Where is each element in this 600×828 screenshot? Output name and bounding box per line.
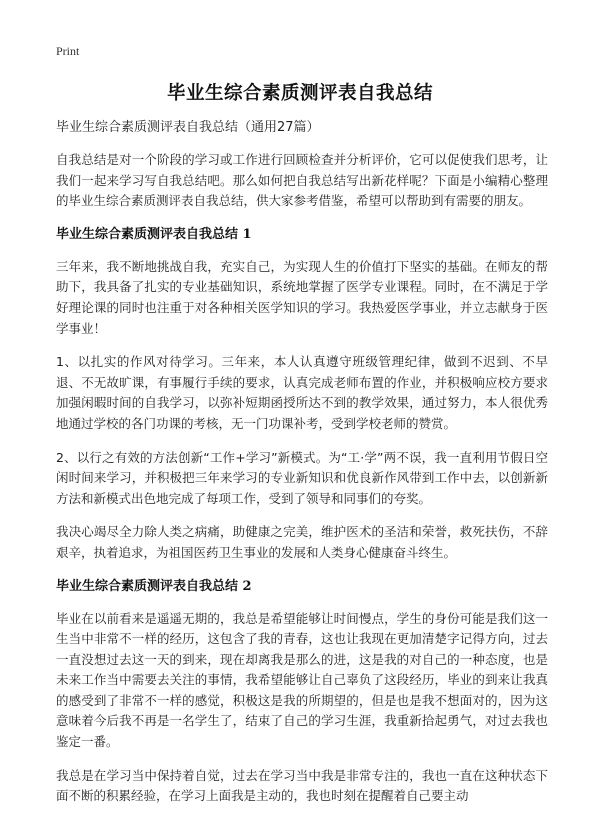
document-body — [56, 118, 548, 820]
section-heading: 毕业生综合素质测评表自我总结 2 — [56, 578, 252, 594]
page-title: 毕业生综合素质测评表自我总结 — [166, 83, 433, 104]
section-paragraph: 1、以扎实的作风对待学习。三年来，本人认真遵守班级管理纪律，做到不迟到、不早退、不无故旷课，有事履行手续的要求，认真完成老师布置的作业，并积极响应校方要求加强闲暇时间的自我学习，以弥补短期函授所达不到的教学效果，通过努力，本人很优秀地通过学校的各门功课的考核，无一门功课补考，受到学校老师的赞赏。 — [56, 354, 548, 431]
document-subtitle: 毕业生综合素质测评表自我总结（通用27篇） — [56, 120, 320, 135]
section-paragraph: 三年来，我不断地挑战自我，充实自己，为实现人生的价值打下坚实的基础。在师友的帮助下，我具备了扎实的专业基础知识，系统地掌握了医学专业课程。同时，在不满足于学好理论课的同时也注重于对各种相关医学知识的学习。我热爱医学事业，并立志献身于医学事业！ — [56, 258, 548, 336]
section-paragraph: 我总是在学习当中保持着自觉，过去在学习当中我是非常专注的，我也一直在这种状态下面不断的积累经验，在学习上面我是主动的，我也时刻在提醒着自己要主动 — [56, 767, 548, 804]
section-paragraph: 毕业在以前看来是遥遥无期的，我总是希望能够让时间慢点，学生的身份可能是我们这一生当中非常不一样的经历，这包含了我的青春，这也让我现在更加清楚字记得方向，过去一直没想过去这一天的到来，现在却离我是那么的进，这是我的对自己的一种态度，也是未来工作当中需要去关注的事情，我希望能够让自己辜负了这段经历，毕业的到来让我真的感受到了非常不一样的感觉，积极这是我的所期望的，但是也是我不想面对的，因为这意味着今后我不再是一名学生了，结束了自己的学习生涯，我重新拾起勇气，对过去我也鉴定一番。 — [56, 610, 548, 750]
intro-paragraph: 自我总结是对一个阶段的学习或工作进行回顾检查并分析评价，它可以促使我们思考，让我们一起来学习写自我总结吧。那么如何把自我总结写出新花样呢？下面是小编精心整理的毕业生综合素质测评表自我总结，供大家参考借鉴，希望可以帮助到有需要的朋友。 — [56, 152, 548, 209]
section-heading: 毕业生综合素质测评表自我总结 1 — [56, 226, 252, 242]
print-link[interactable]: Print — [56, 44, 80, 58]
section-paragraph: 我决心竭尽全力除人类之病痛，助健康之完美，维护医术的圣洁和荣誉，救死扶伤，不辞艰辛，执着追求，为祖国医药卫生事业的发展和人类身心健康奋斗终生。 — [56, 524, 548, 560]
section-paragraph: 2、以行之有效的方法创新“工作+学习”新模式。为“工·学”两不误，我一直利用节假日空闲时间来学习，并积极把三年来学习的专业新知识和优良新作风带到工作中去，以创新新方法和新模式出色地完成了每项工作，受到了领导和同事们的夸奖。 — [56, 449, 548, 506]
